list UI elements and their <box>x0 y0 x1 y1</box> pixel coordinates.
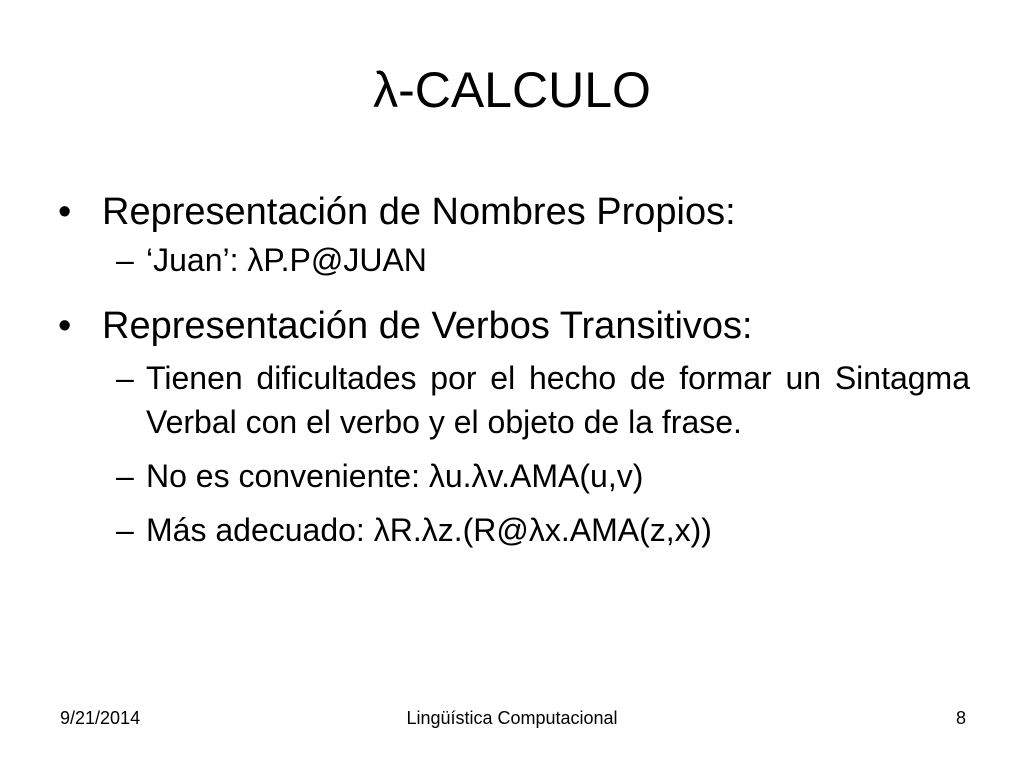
page-number: 8 <box>955 708 966 728</box>
sub-bullet-text: Tienen dificultades por el hecho de formar un Sintagma Verbal con el verbo y el objeto de la frase. <box>146 360 970 440</box>
dash-marker: – <box>116 512 134 548</box>
footer-date: 9/21/2014 <box>60 708 141 728</box>
footer-title: Lingüística Computacional <box>406 708 618 728</box>
dash-marker: – <box>116 242 134 278</box>
bullet-text: Representación de Verbos Transitivos: <box>102 305 753 347</box>
sub-bullet-text: Más adecuado: λR.λz.(R@λx.AMA(z,x)) <box>146 512 712 548</box>
sub-bullet-item <box>58 508 970 552</box>
bullet-item <box>58 302 970 350</box>
slide-body <box>58 188 970 552</box>
sub-bullet-item <box>58 454 970 498</box>
bullet-marker: • <box>58 191 72 233</box>
bullet-text: Representación de Nombres Propios: <box>102 191 736 233</box>
dash-marker: – <box>116 360 134 396</box>
sub-bullet-item <box>58 238 970 282</box>
bullet-item <box>58 188 970 236</box>
bullet-marker: • <box>58 305 72 347</box>
sub-bullet-text: No es conveniente: λu.λv.AMA(u,v) <box>146 458 644 494</box>
dash-marker: – <box>116 458 134 494</box>
sub-bullet-text: ‘Juan’: λP.P@JUAN <box>146 242 427 278</box>
sub-bullet-item <box>58 356 970 444</box>
slide-title: λ-CALCULO <box>373 62 651 118</box>
